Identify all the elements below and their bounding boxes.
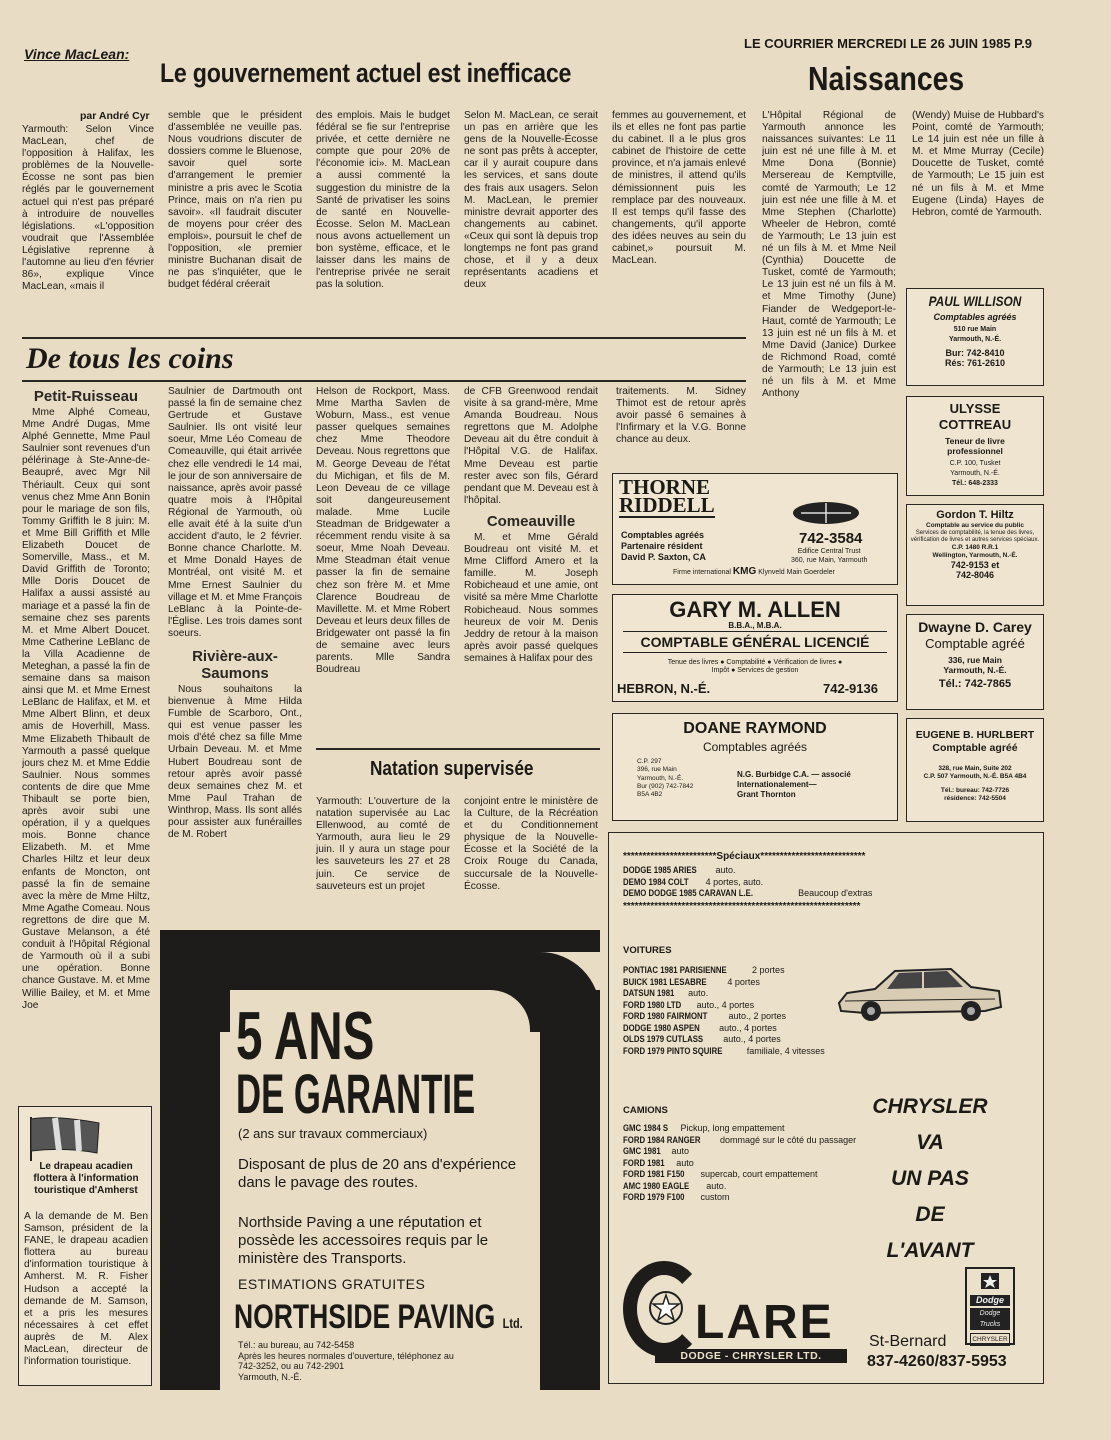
ad-estimations: ESTIMATIONS GRATUITES	[238, 1276, 426, 1292]
doane-sub: Comptables agréés	[702, 740, 808, 754]
ad-frame-left	[160, 930, 220, 1390]
subhead: Comeauville	[486, 512, 576, 530]
natation-title: Natation supervisée	[370, 758, 534, 780]
clare-city: St-Bernard	[869, 1333, 947, 1350]
globe-icon	[791, 500, 861, 526]
ad-sub: (2 ans sur travaux commerciaux)	[238, 1126, 428, 1141]
flag-image	[25, 1113, 105, 1161]
card-paul-willison: PAUL WILLISON Comptables agréés 510 rue Main Yarmouth, N.-É. Bur: 742-8410 Rés: 761-2610	[906, 288, 1044, 386]
allen-city: HEBRON, N.-É.	[617, 681, 711, 696]
article-column: des emplois. Mais le budget fédéral se fie sur l'entreprise privée, et cette dernière ne compte que pour 20% de l'économie ici». M. MacLean a aussi commenté la suggestion du ministre de la Santé de privatiser les soins de santé en Nouvelle-Écosse. Selon M. MacLean nous avons actuellement un bon système, efficace, et le laisser dans les mains de l'entreprise privée ne serait pas la solution.	[316, 110, 450, 291]
article-column: Yarmouth: Selon Vince MacLean, chef de l'opposition à Halifax, les problèmes de la Nouvelle-Écosse ne sont pas bien réglés par le gouvernement actuel qui n'est pas préparé à introduire de nouvelles législations. «L'opposition voudrait que l'Assemblée Législative reprenne à l'automne au lieu d'en février 86», explique Vince MacLean, «mais il	[22, 124, 154, 293]
doane-raymond-ad	[612, 713, 898, 821]
pentastar-icon	[980, 1272, 1000, 1290]
article-column: Selon M. MacLean, ce serait un pas en arrière que les gens de la Nouvelle-Écosse ne sont pas prêts à accepter, car il y aurait coupure dans les services, et sans doute des frais aux usagers. Selon M. MacLean, le premier ministre devrait apporter des changements au cabinet. «Ceux qui sont là depuis trop longtemps ne font pas grand chose, et il y a deux représentants acadiens et deux	[464, 110, 598, 291]
clare-wordmark: LARE	[695, 1296, 834, 1349]
section-divider	[22, 380, 746, 382]
drapeau-text: A la demande de M. Ben Samson, président de la FANE, le drapeau acadien flottera au bureau d'information touristique à Amherst. M. R. Fisher Hudson a accepté la demande de M. Samson, et a pris les mesures nécessaires à cet effet auprès de M. Alex MacLean, directeur de l'information touristique.	[24, 1211, 148, 1368]
thorne-phone: 742-3584	[799, 530, 863, 547]
ad-tel: Tél.: au bureau, au 742-5458 Après les heures normales d'ouverture, téléphonez au 742-3252, ou au 742-2901 Yarmouth, N.-É.	[238, 1340, 454, 1382]
coins-column: Helson de Rockport, Mass. Mme Martha Savlen de Woburn, Mass., est venue passer quelques semaines chez Mme Theodore Deveau. Nous regrettons que M. George Deveau de l'état du Michigan, et fils de M. Leon Deveau de ce village soit dangeureusement malade. Mme Lucile Steadman de Bridgewater a récemment rendu visite à sa soeur, Mme Noah Deveau. Mme Steadman était venue passer la fin de semaine chez son frère M. et Mme Clarence Boudreau de Mavillette. M. et Mme Robert Deveau et leurs deux filles de Bridgewater ont passé la fin de semaine avec leurs parents. Mlle Sandra Boudreau	[316, 386, 450, 676]
doane-name: DOANE RAYMOND	[683, 720, 827, 737]
subhead: Rivière-aux-Saumons	[192, 647, 278, 682]
ad-frame-top	[160, 930, 600, 952]
card-dwayne-carey: Dwayne D. Carey Comptable agréé 336, rue Main Yarmouth, N.-É. Tél.: 742-7865	[906, 614, 1044, 710]
paving-ad	[160, 930, 600, 1390]
slogan: CHRYSLER VA UN PAS DE L'AVANT	[872, 1095, 988, 1262]
voitures-heading: VOITURES	[623, 945, 672, 956]
allen-title: COMPTABLE GÉNÉRAL LICENCIÉ	[623, 631, 887, 653]
clare-sub: DODGE - CHRYSLER LTD.	[655, 1349, 847, 1363]
allen-degrees: B.B.A., M.B.A.	[728, 621, 782, 630]
card-gordon-hiltz: Gordon T. Hiltz Comptable au service du public Services de comptabilité, la tenue des livres, vérification de livres et autres services spéciaux. C.P. 1480 R.R.1 Wellington, Yarmouth, N.-É. 742-9153 et 742-8046	[906, 504, 1044, 606]
page-header: LE COURRIER MERCREDI LE 26 JUIN 1985 P.9	[744, 36, 1033, 51]
gary-allen-ad	[612, 594, 898, 702]
drapeau-caption: Le drapeau acadien flottera à l'information touristique d'Amherst	[33, 1161, 139, 1196]
allen-name: GARY M. ALLEN	[669, 597, 841, 622]
thorne-riddell-ad	[612, 473, 898, 585]
speciaux-banner: ************************Spéciaux***************************	[623, 851, 866, 862]
section-divider	[22, 337, 746, 339]
naissances-column: L'Hôpital Régional de Yarmouth annonce les naissances suivantes: Le 11 juin est né une fille à M. et Mme Dona (Bonnie) Mersereau de Kemptville, comté de Yarmouth; Le 12 juin est née une fille à M. et Mme Stephen (Charlotte) Wheeler de Hebron, comté de Yarmouth; Le 13 juin est né un fils à M. et Mme Neil (Cynthia) Doucette de Tusket, comté de Yarmouth; Le 13 juin est né un fils à M. et Mme Timothy (June) Fiander de Wedgeport-le-Haut, comté de Yarmouth; Le 13 juin est né un fils à M. et Mme David (Janice) Durkee de Richmond Road, comté de Yarmouth; Le 13 juin est né un fils à M. et Mme Anthony	[762, 110, 896, 400]
ad-text-1: Disposant de plus de 20 ans d'expérience dans le pavage des routes.	[238, 1156, 517, 1191]
card-eugene-hurlbert: EUGENE B. HURLBERT Comptable agréé 328, rue Main, Suite 202 C.P. 507 Yarmouth, N.-É. B5A 4B4 Tél.: bureau: 742-7726 résidence: 742-5504	[906, 718, 1044, 822]
thorne-address: Edifice Central Trust 360, rue Main, Yarmouth	[791, 548, 868, 564]
specials-list: DODGE 1985 ARIES auto. DEMO 1984 COLT 4 portes, auto. DEMO DODGE 1985 CARAVAN L.E. Beaucoup d'extras	[623, 865, 873, 899]
natation-column: conjoint entre le ministère de la Culture, de la Récréation et du Conditionnement physique de la Nouvelle-Écosse et la Société de la Croix Rouge du Canada, succursale de la Nouvelle-Écosse.	[464, 796, 598, 892]
thorne-logo: THORNE RIDDELL	[619, 475, 715, 517]
coins-column: Petit-Ruisseau Mme Alphé Comeau, Mme André Dugas, Mme Alphé Gennette, Mme Paul Saulnier sont revenues d'un pélérinage à Ste-Anne-de-Beaupré, avec Mgr Nil Thériault. Ceux qui sont venus chez Mme Ann Bonin pour le mariage de son fils, Tommy Griffith le 8 juin: M. et Mme Bill Griffith et Mlle Elizabeth Doucet de Somerville, Mass., et M. David Griffith de Toronto; Mlle Doris Doucet de Halifax a aussi assisté au mariage et a passé la fin de semaine chez ses parents M. et Mme Albert Doucet. Mme Catherine LeBlanc de la Villa Acadienne de Meteghan, a passé la fin de semaine dans sa maison ainsi que M. et Mme Ernest LeBlanc de Halifax, et M. et Mme Albert Blinn, et deux amis de Hoverhill, Mass. Mme Elizabeth Thibault de Yarmouth a passé quelque jours chez M. et Mme Eddie Saulnier. Nous sommes contents de dire que Mme Thibault se porte bien, après avoir subi une opération, il y a quelques mois. Bonne chance Elizabeth. M. et Mme Charles Hiltz et leur deux enfants de Moncton, ont passé la fin de semaine avec la mère de Mme Hiltz, Mme Agathe Comeau. Nous regrettons de dire que M. Gustave Melanson, a été conduit à l'Hôpital Régional de Yarmouth où il a subi une opération. Bonne chance Gustave. M. et Mme Willie Bailey, et M. et Mme Joe	[22, 388, 150, 1011]
article-column: semble que le président d'assemblée ne veuille pas. Nous voudrions discuter de dossiers comme le Bluenose, savoir quel sorte d'arrangement le premier ministre a pris avec le Scotia Prince, mais on n'a rien pu savoir». «Il faudrait discuter de moyens pour créer des emplois», poursuit le chef de l'opposition, «le premier ministre Buchanan disait de ne pas s'inquiéter, que le budget fédéral créerait	[168, 110, 302, 291]
dodge-badge: Dodge Dodge Trucks CHRYSLER	[965, 1267, 1015, 1345]
coins-column: Saulnier de Dartmouth ont passé la fin de semaine chez Gertrude et Gustave Saulnier. Ils ont visité leur soeur, Mme Léo Comeau de Comeauville, qui était arrivée chez elle vendredi le 14 mai, le jour de son anniversaire de naissance, après avoir passé quatre mois à l'Hôpital Régional de Yarmouth, où elle avait été à la suite d'un accident d'auto, le 2 février. Bonne chance Charlotte. M. et Mme Donald Hayes de Montréal, ont visité M. et Mme Ernest Saulnier du village et M. et Mme François LeBlanc à la Pointe-de-l'Église. Les trois dames sont soeurs. Rivière-aux-Saumons Nous souhaitons la bienvenue à Mme Hilda Fumble de Scarboro, Ont., qui est venue passer les mois d'été chez sa fille Mme Urbain Deveau. M. et Mme Hubert Boudreau sont de retour après avoir passé deux semaines chez M. et Mme Paul Trahan de Winthrop, Mass. Ils sont allés pour assister aux funérailles de M. Robert	[168, 386, 302, 841]
doane-right: N.G. Burbidge C.A. — associé Internationalement— Grant Thornton	[737, 770, 851, 799]
naissances-title: Naissances	[808, 60, 965, 97]
coins-column: traitements. M. Sidney Thimot est de retour après avoir passé 6 semaines à l'Infirmary et la V.G. Bonne chance au deux.	[616, 386, 746, 446]
article-column: femmes au gouvernement, et ils et elles ne font pas partie du cabinet. Il a le plus gros cabinet de l'histoire de cette province, et n'a jamais enlevé de ministres, il attend qu'ils démissionnent puis les remplace par des nouveaux. Il est temps qu'il fasse des changements, qu'il apporte des idées neuves au sein du cabinet,» poursuit M. MacLean.	[612, 110, 746, 267]
clare-logo	[621, 1261, 847, 1371]
ad-text-2: Northside Paving a une réputation et possède les accessoires requis par le ministère des Transports.	[238, 1214, 489, 1267]
ad-big-1: 5 ANS	[236, 998, 375, 1074]
car-illustration	[835, 959, 1005, 1029]
cars-list: PONTIAC 1981 PARISIENNE 2 portes BUICK 1981 LESABRE 4 portes DATSUN 1981 auto. FORD 1980 LTD auto., 4 portes FORD 1980 FAIRMONT auto., 2 portes DODGE 1980 ASPEN auto., 4 portes OLDS 1979 CUTLASS auto., 4 portes FORD 1979 PINTO SQUIRE familiale, 4 vitesses	[623, 965, 825, 1057]
ad-big-2: DE GARANTIE	[236, 1062, 476, 1125]
doane-address: C.P. 297 396, rue Main Yarmouth, N.-É. Bur (902) 742-7842 B5A 4B2	[637, 758, 694, 799]
drapeau-box	[18, 1106, 152, 1386]
section-divider	[316, 748, 600, 750]
clare-phone: 837-4260/837-5953	[867, 1353, 1007, 1370]
thorne-footer: Firme international KMG Klynveld Main Goerdeler	[673, 566, 835, 577]
card-ulysse-cottreau: ULYSSE COTTREAU Teneur de livre professionnel C.P. 100, Tusket Yarmouth, N.-É. Tél.: 648-2333	[906, 396, 1044, 496]
ad-company-name: NORTHSIDE PAVING Ltd.	[234, 1298, 523, 1336]
trucks-list: GMC 1984 S Pickup, long empattement FORD 1984 RANGER dommagé sur le côté du passager GMC 1981 auto FORD 1981 auto FORD 1981 F150 supercab, court empattement AMC 1980 EAGLE auto. FORD 1979 F100 custom	[623, 1123, 857, 1203]
allen-services: Tenue des livres ● Comptabilité ● Vérification de livres ● Impôt ● Services de gestion	[667, 659, 843, 674]
section-title: De tous les coins	[26, 342, 234, 375]
section-label: Vince MacLean:	[24, 46, 130, 62]
stars-divider: *************************************************************	[623, 901, 861, 912]
thorne-details: Comptables agréés Partenaire résident David P. Saxton, CA	[621, 530, 706, 562]
natation-column: Yarmouth: L'ouverture de la natation supervisée au Lac Ellenwood, au comté de Yarmouth, aura lieu le 29 juin. Il y aura un stage pour les sauveteurs les 27 et 28 juin. Ce service de sauveteurs est un projet	[316, 796, 450, 892]
naissances-column: (Wendy) Muise de Hubbard's Point, comté de Yarmouth; Le 14 juin est née un fille à M. et Mme Murray (Cecile) Doucette de Tusket, comté de Yarmouth; Le 15 juin est né un fils à M. et Mme Eugene (Linda) Hayes de Hebron, comté de Yarmouth.	[912, 110, 1044, 218]
pentastar-icon	[649, 1291, 683, 1325]
byline: par André Cyr	[80, 110, 150, 122]
subhead: Petit-Ruisseau	[33, 388, 139, 405]
coins-column: de CFB Greenwood rendait visite à sa grand-mère, Mme Amanda Boudreau. Nous regrettons que M. Adolphe Deveau ait du être conduit à l'Hôpital V.G. de Halifax. Mme Deveau est partie rester avec son fils, Gérard pendant que M. Deveau est à l'hôpital. Comeauville M. et Mme Gérald Boudreau ont visité M. et Mme Clifford Amero et la famille. M. Joseph Robicheaud et une amie, ont visité sa mère Mme Charlotte Robicheaud. Nous sommes heureux de voir M. Denis Jeddry de retour à la maison après avoir passé quelques semaines à Halifax pour des	[464, 386, 598, 664]
clare-ad	[608, 832, 1044, 1384]
ad-frame-right	[540, 990, 600, 1390]
allen-phone: 742-9136	[823, 681, 878, 696]
camions-heading: CAMIONS	[623, 1105, 668, 1116]
headline: Le gouvernement actuel est inefficace	[160, 58, 572, 88]
